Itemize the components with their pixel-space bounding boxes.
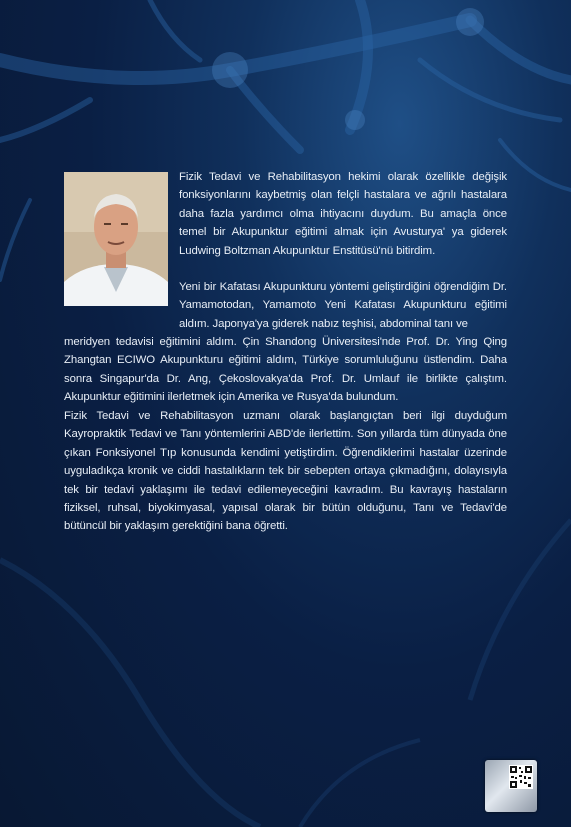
paragraph-holistic-approach: Fizik Tedavi ve Rehabilitasyon uzmanı olarak başlangıçtan beri ilgi duyduğum Kayropraktik Tedavi ve Tanı yöntemlerini ABD'de ilerlettim. Son yıllarda tüm dünyada öne çıkan Fonksiyonel Tıp konusunda kendimi yetiştirdim. Öğrendiklerimi hastalar üzerinde uyguladıkça kronik ve ciddi hastalıkların tek bir sebepten ortaya çıkmadığını, dolayısıyla tek bir tedavi yaklaşımı ile tedavi edilemeyeceğini kavradım. Bu kavrayış hastaların fiziksel, ruhsal, biyokimyasal, yapısal olarak bir bütün olduğunu, Tanı ve Tedavi'de bütüncül bir yaklaşım gerektiğini bana öğretti. — [64, 410, 507, 533]
paragraph-international-training: meridyen tedavisi eğitimini aldım. Çin Shandong Üniversitesi'nde Prof. Dr. Ying Qing Zhangtan ECIWO Akupunkturu eğitimi aldım, Türkiye sorumluluğunu üstlendim. Daha sonra Singapur'da Dr. Ang, Çekoslovakya'da Prof. Dr. Umlauf ile birlikte çalıştım. Akupunktur eğitimini ilerletmek için Amerika ve Rusya'da bulundum. — [64, 336, 507, 404]
security-sticker — [485, 760, 537, 812]
qr-code-icon — [509, 765, 533, 789]
author-photo — [64, 172, 168, 306]
author-portrait-icon — [64, 172, 168, 306]
paragraph-scalp-acupuncture: Yeni bir Kafatası Akupunkturu yöntemi geliştirdiğini öğrendiğim Dr. Yamamotodan, Yamamoto Yeni Kafatası Akupunkturu eğitimi aldım. Japonya'ya giderek nabız teşhisi, abdominal tanı ve — [179, 281, 507, 330]
paragraph-acupuncture-training: Fizik Tedavi ve Rehabilitasyon hekimi olarak özellikle değişik fonksiyonlarını kaybetmiş olan felçli hastalara ve ağrılı hastalara daha fazla yardımcı olma ihtiyacını duydum. Bu amaçla önce temel bir Akupunktur eğitimi almak için Avusturya' ya giderek Ludwing Boltzman Akupunktur Enstitüsü'nü bitirdim. — [179, 171, 507, 257]
